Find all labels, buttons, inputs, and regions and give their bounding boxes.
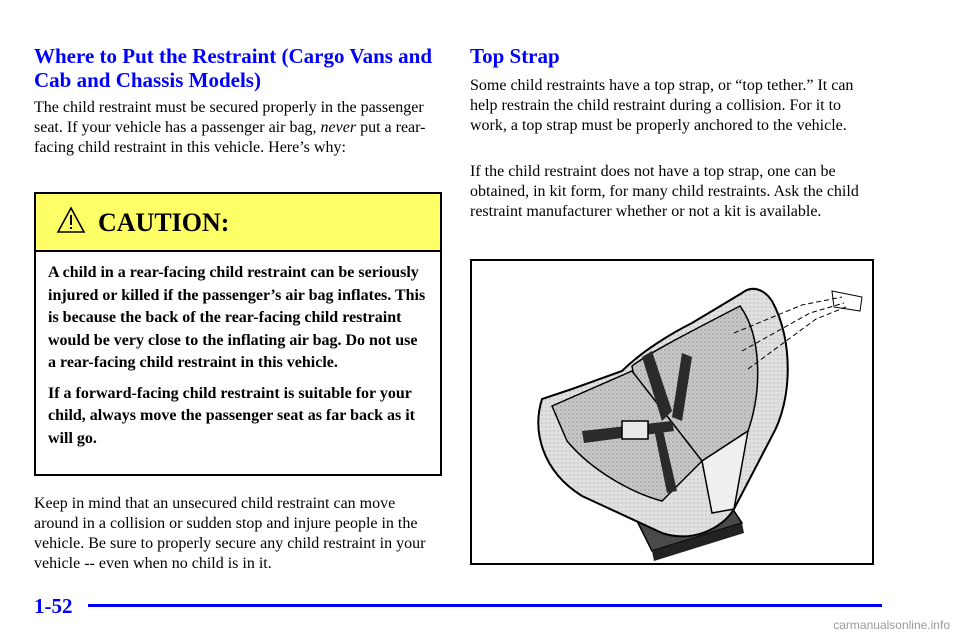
- warning-triangle-icon: [56, 206, 86, 234]
- caution-body: [36, 252, 440, 450]
- page-number: 1-52: [34, 594, 73, 618]
- top-strap-paragraph-2: If the child restraint does not have a top strap, one can be obtained, in kit form, for many child restraints. Ask the child restraint manufacturer whether or not a kit is available.: [470, 163, 859, 220]
- section-heading-top-strap: Top Strap: [470, 44, 560, 68]
- caution-paragraph-1: A child in a rear-facing child restraint can be seriously injured or killed if the passenger’s air bag inflates. This is because the back of the rear-facing child restraint would be very close to the inflating air bag. Do not use a rear-facing child restraint in this vehicle.: [48, 264, 426, 371]
- top-strap-paragraph-1: Some child restraints have a top strap, or “top tether.” It can help restrain the child restraint during a collision. For it to work, a top strap must be properly anchored to the vehicle.: [470, 77, 854, 134]
- child-seat-illustration: [470, 259, 874, 565]
- watermark: carmanualsonline.info: [833, 618, 950, 632]
- intro-text-a: The child restraint must be secured properly in the passenger seat. If your vehicle has a passenger air bag,: [34, 99, 424, 136]
- intro-paragraph: [34, 98, 439, 158]
- intro-text-b: put a rear-facing child restraint in this vehicle. Here’s why:: [34, 119, 426, 156]
- child-seat-drawing: [472, 261, 872, 563]
- caution-paragraph-2: If a forward-facing child restraint is suitable for your child, always move the passenger seat as far back as it will go.: [48, 384, 415, 447]
- footer-rule: [88, 604, 882, 607]
- caution-title: CAUTION:: [98, 208, 230, 237]
- closing-paragraph: Keep in mind that an unsecured child restraint can move around in a collision or sudden stop and injure people in the vehicle. Be sure to properly secure any child restraint in your vehicle -- even when no child is in it.: [34, 495, 426, 572]
- caution-box: [34, 192, 442, 476]
- caution-header: [36, 194, 440, 252]
- section-heading-where-to-put: Where to Put the Restraint (Cargo Vans and Cab and Chassis Models): [34, 44, 433, 92]
- intro-emphasis: never: [320, 119, 357, 136]
